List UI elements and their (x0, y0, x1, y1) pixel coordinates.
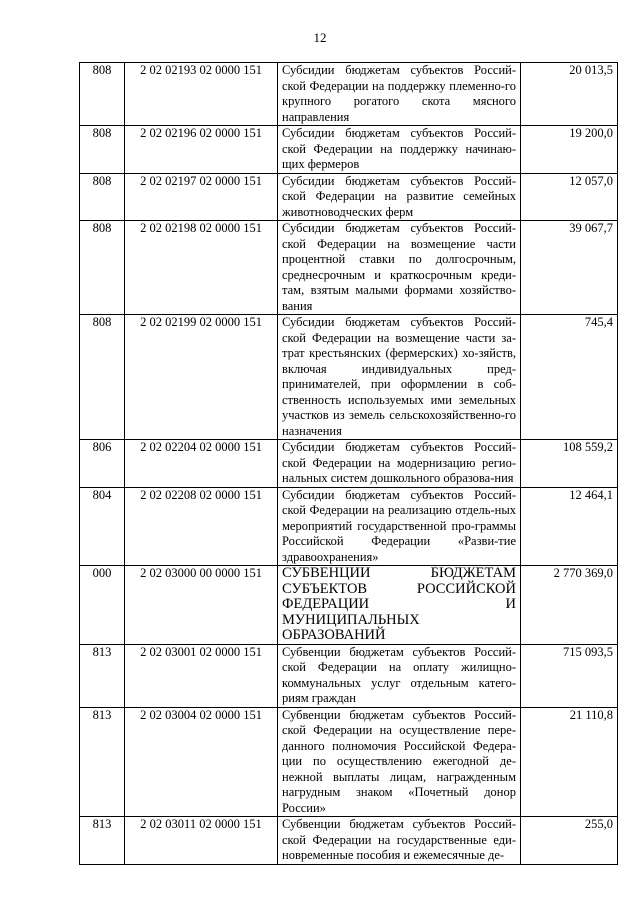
amount-cell: 39 067,7 (521, 221, 618, 315)
income-name-cell: Субсидии бюджетам субъектов Россий-ской Федерации на реализацию отдель-ных мероприятий государственной про-граммы Российской Федерации «Разви-тие здравоохранения» (278, 487, 521, 566)
amount-cell: 745,4 (521, 315, 618, 440)
income-name-cell: Субсидии бюджетам субъектов Россий-ской Федерации на модернизацию регио-нальных систем дошкольного образова-ния (278, 440, 521, 488)
admin-code-cell: 000 (80, 566, 125, 645)
budget-code-cell: 2 02 02197 02 0000 151 (125, 173, 278, 221)
budget-code-cell: 2 02 02198 02 0000 151 (125, 221, 278, 315)
income-name-cell: СУБВЕНЦИИ БЮДЖЕТАМ СУБЪЕКТОВ РОССИЙСКОЙ ФЕДЕРАЦИИ И МУНИЦИПАЛЬНЫХ ОБРАЗОВАНИЙ (278, 566, 521, 645)
budget-code-cell: 2 02 02193 02 0000 151 (125, 63, 278, 126)
admin-code-cell: 813 (80, 707, 125, 817)
table-row (80, 817, 618, 865)
income-name-cell: Субсидии бюджетам субъектов Россий-ской Федерации на возмещение части процентной ставки по долгосрочным, среднесрочным и краткосрочным креди-там, взятым малыми формами хозяйство-вания (278, 221, 521, 315)
budget-code-cell: 2 02 03001 02 0000 151 (125, 644, 278, 707)
income-name-cell: Субсидии бюджетам субъектов Россий-ской Федерации на развитие семейных животноводческих ферм (278, 173, 521, 221)
table-row (80, 315, 618, 440)
admin-code-cell: 808 (80, 315, 125, 440)
amount-cell: 715 093,5 (521, 644, 618, 707)
admin-code-cell: 808 (80, 173, 125, 221)
income-name-cell: Субсидии бюджетам субъектов Россий-ской Федерации на поддержку начинаю-щих фермеров (278, 126, 521, 174)
admin-code-cell: 813 (80, 644, 125, 707)
table-row (80, 440, 618, 488)
admin-code-cell: 808 (80, 221, 125, 315)
budget-code-cell: 2 02 03011 02 0000 151 (125, 817, 278, 865)
admin-code-cell: 806 (80, 440, 125, 488)
income-name-cell: Субвенции бюджетам субъектов Россий-ской Федерации на государственные еди-новременные пособия и ежемесячные де- (278, 817, 521, 865)
admin-code-cell: 804 (80, 487, 125, 566)
table-section-row (80, 566, 618, 645)
table-row (80, 63, 618, 126)
amount-cell: 2 770 369,0 (521, 566, 618, 645)
table-row (80, 126, 618, 174)
amount-cell: 255,0 (521, 817, 618, 865)
amount-cell: 21 110,8 (521, 707, 618, 817)
budget-table-container (79, 62, 613, 862)
amount-cell: 20 013,5 (521, 63, 618, 126)
table-row (80, 173, 618, 221)
budget-code-cell: 2 02 02199 02 0000 151 (125, 315, 278, 440)
amount-cell: 12 057,0 (521, 173, 618, 221)
admin-code-cell: 813 (80, 817, 125, 865)
budget-table-body (80, 63, 618, 865)
budget-code-cell: 2 02 02208 02 0000 151 (125, 487, 278, 566)
table-row (80, 644, 618, 707)
table-row (80, 707, 618, 817)
table-row (80, 221, 618, 315)
income-name-cell: Субвенции бюджетам субъектов Россий-ской Федерации на осуществление пере-данного полномочия Российской Федера-ции по осуществлению ежегодной де-нежной выплаты лицам, награжденным нагрудным знаком «Почетный донор России» (278, 707, 521, 817)
page-number: 12 (313, 30, 327, 45)
amount-cell: 19 200,0 (521, 126, 618, 174)
amount-cell: 108 559,2 (521, 440, 618, 488)
income-name-cell: Субсидии бюджетам субъектов Россий-ской Федерации на поддержку племенно-го крупного рогатого скота мясного направления (278, 63, 521, 126)
income-name-cell: Субсидии бюджетам субъектов Россий-ской Федерации на возмещение части за-трат крестьянских (фермерских) хо-зяйств, включая индивидуальных пред-принимателей, при оформлении в соб-ственность используемых ими земельных участков из земель сельскохозяйственно-го назначения (278, 315, 521, 440)
budget-code-cell: 2 02 02196 02 0000 151 (125, 126, 278, 174)
budget-table (79, 62, 618, 865)
amount-cell: 12 464,1 (521, 487, 618, 566)
admin-code-cell: 808 (80, 63, 125, 126)
table-row (80, 487, 618, 566)
budget-code-cell: 2 02 03000 00 0000 151 (125, 566, 278, 645)
admin-code-cell: 808 (80, 126, 125, 174)
income-name-cell: Субвенции бюджетам субъектов Россий-ской Федерации на оплату жилищно-коммунальных услуг отдельным катего-риям граждан (278, 644, 521, 707)
budget-code-cell: 2 02 03004 02 0000 151 (125, 707, 278, 817)
budget-code-cell: 2 02 02204 02 0000 151 (125, 440, 278, 488)
